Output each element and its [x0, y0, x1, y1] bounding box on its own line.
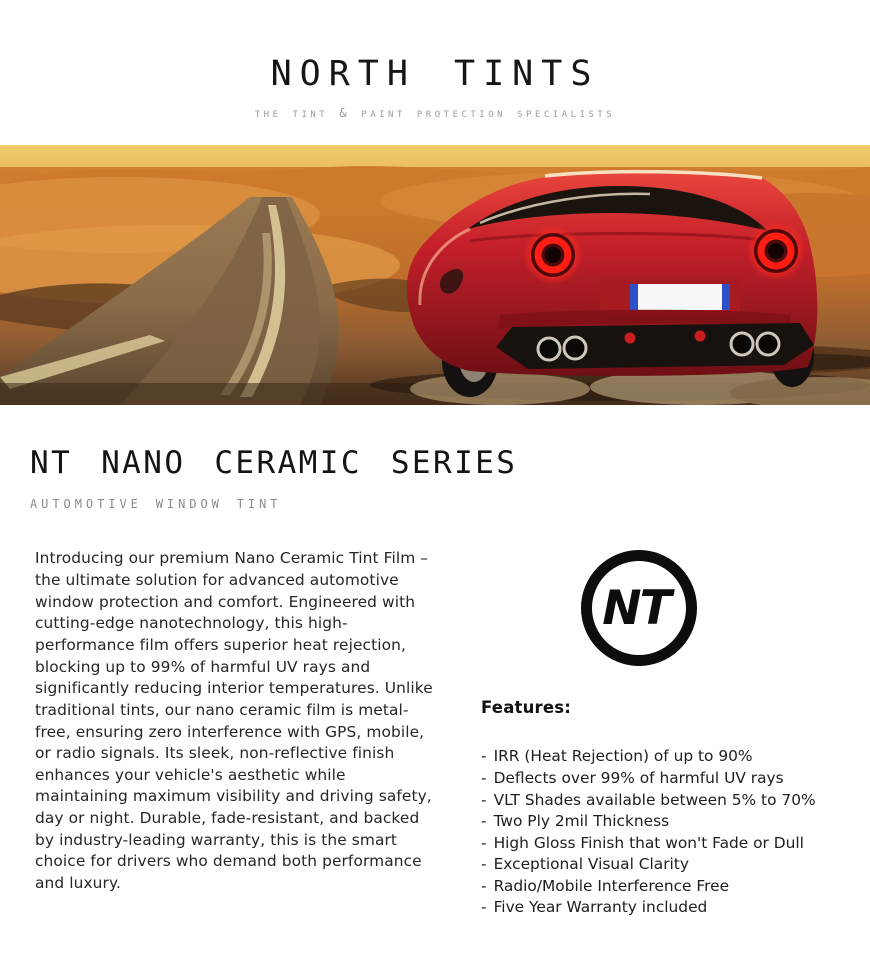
feature-text: Exceptional Visual Clarity — [493, 855, 689, 874]
exhaust-tip — [731, 333, 753, 355]
nt-logo-badge — [581, 550, 697, 666]
exhaust-tip — [538, 338, 560, 360]
feature-text: Two Ply 2mil Thickness — [493, 812, 670, 831]
bullet-dash: - — [481, 812, 487, 831]
feature-item — [481, 897, 840, 919]
exhaust-tip — [757, 333, 779, 355]
bullet-dash: - — [481, 855, 487, 874]
feature-text: IRR (Heat Rejection) of up to 90% — [493, 747, 753, 766]
feature-text: Five Year Warranty included — [493, 898, 708, 917]
bullet-dash: - — [481, 768, 487, 787]
bullet-dash: - — [481, 898, 487, 917]
feature-item — [481, 768, 840, 790]
feature-item — [481, 746, 840, 768]
section-head — [0, 405, 870, 512]
feature-item — [481, 811, 840, 833]
brand-name: north tints — [270, 39, 600, 97]
right-taillight — [746, 221, 806, 281]
brand-tagline: the tint & paint protection specialists — [254, 104, 616, 120]
feature-text: High Gloss Finish that won't Fade or Dull — [493, 833, 804, 852]
license-plate — [600, 279, 740, 315]
header — [0, 0, 870, 145]
reflector — [625, 333, 636, 344]
features-section — [481, 698, 840, 919]
bullet-dash: - — [481, 876, 487, 895]
feature-text: VLT Shades available between 5% to 70% — [493, 790, 816, 809]
exhaust-tip — [564, 337, 586, 359]
intro-paragraph: Introducing our premium Nano Ceramic Tint Film – the ultimate solution for advanced automotive window protection and comfort. Engineered with cutting-edge nanotechnology, this high-performance film offers superior heat rejection, blocking up to 99% of harmful UV rays and significantly reducing interior temperatures. Unlike traditional tints, our nano ceramic film is metal-free, ensuring zero interference with GPS, mobile, or radio signals. Its sleek, non-reflective finish enhances your vehicle's aesthetic while maintaining maximum visibility and driving safety, day or night. Durable, fade-resistant, and backed by industry-leading warranty, this is the smart choice for drivers who demand both performance and luxury. — [35, 549, 433, 892]
features-heading: Features: — [481, 698, 572, 718]
right-column — [471, 548, 840, 919]
hero-image — [0, 145, 870, 405]
section-title: nt nano ceramic series — [30, 433, 518, 484]
features-list — [481, 746, 840, 919]
feature-text: Radio/Mobile Interference Free — [493, 876, 730, 895]
content-columns — [0, 512, 870, 919]
feature-text: Deflects over 99% of harmful UV rays — [493, 768, 784, 787]
feature-item — [481, 790, 840, 812]
feature-item — [481, 854, 840, 876]
bullet-dash: - — [481, 833, 487, 852]
section-subtitle: automotive window tint — [30, 493, 282, 513]
feature-item — [481, 833, 840, 855]
feature-item — [481, 876, 840, 898]
bullet-dash: - — [481, 790, 487, 809]
nt-logo-label: NT — [602, 580, 670, 636]
left-taillight — [523, 225, 583, 285]
reflector — [695, 331, 706, 342]
rear-diffuser — [496, 323, 814, 369]
bullet-dash: - — [481, 747, 487, 766]
